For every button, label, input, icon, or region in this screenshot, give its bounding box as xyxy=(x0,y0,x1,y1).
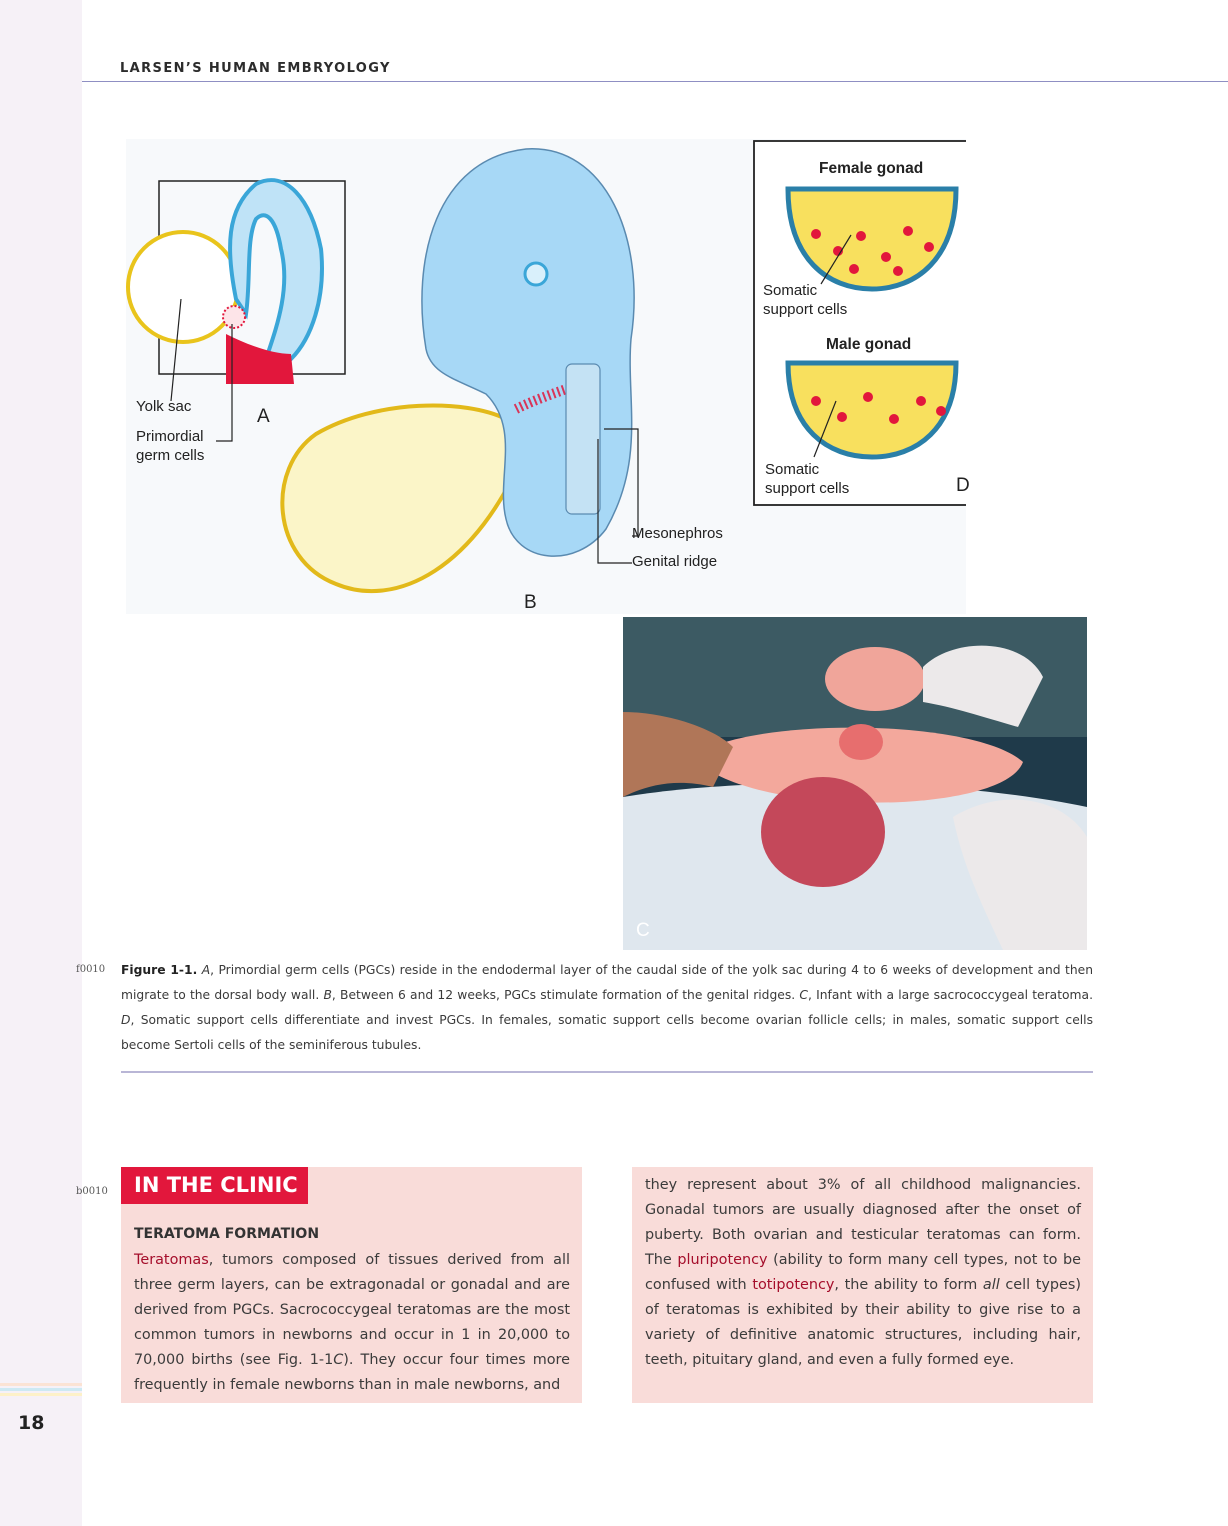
caption-a: A xyxy=(201,963,211,977)
clinic-text-right xyxy=(645,1173,1081,1373)
term-totipotency: totipotency xyxy=(752,1277,835,1293)
clinic-right-s4: cell types) of teratomas is exhibited by their ability to give rise to a variety of definitive anatomic structures, including hair, teeth, pituitary gland, and even a fully formed eye. xyxy=(645,1277,1081,1368)
margin-color-stripes xyxy=(0,1383,82,1398)
panel-letter-a: A xyxy=(257,406,270,427)
caption-p4: , Somatic support cells differentiate and invest PGCs. In females, somatic support cells become ovarian follicle cells; in males, somatic support cells become Sertoli cells of the seminiferous tubules. xyxy=(121,1013,1093,1052)
clinic-left-s2: ). They occur four times more frequently in female newborns than in male newborns, and xyxy=(134,1352,570,1393)
label-yolk-sac: Yolk sac xyxy=(136,398,192,415)
clinic-left-c: C xyxy=(333,1352,344,1368)
page-number: 18 xyxy=(18,1412,45,1434)
clinic-tag: IN THE CLINIC xyxy=(121,1167,308,1204)
clinic-right-em: all xyxy=(982,1277,1000,1293)
label-support-cells-1: support cells xyxy=(763,301,848,318)
clinic-text-left xyxy=(134,1248,570,1398)
figure-caption xyxy=(121,958,1093,1058)
panel-b-genital-ridge xyxy=(566,364,600,514)
clinic-left-s1: , tumors composed of tissues derived from all three germ layers, can be extragonadal or gonadal and are derived from PGCs. Sacrococcygeal teratomas are the most common tumors in newborns and occur in 1 in 20,000 to 70,000 births (see Fig. 1-1 xyxy=(134,1252,570,1368)
panel-letter-b: B xyxy=(524,592,537,613)
embryo-illustration xyxy=(126,139,966,614)
page-margin-strip xyxy=(0,0,82,1526)
caption-b: B xyxy=(323,988,332,1002)
clinic-code: b0010 xyxy=(76,1186,108,1197)
caption-p3: , Infant with a large sacrococcygeal teratoma. xyxy=(807,988,1093,1002)
term-teratomas: Teratomas xyxy=(134,1252,209,1268)
panel-b-eye xyxy=(525,263,547,285)
caption-d: D xyxy=(121,1013,131,1027)
label-support-cells-2: support cells xyxy=(765,480,850,497)
clinic-right-s3: , the ability to form xyxy=(834,1277,983,1293)
caption-p2: , Between 6 and 12 weeks, PGCs stimulate formation of the genital ridges. xyxy=(331,988,800,1002)
photo-infant-body xyxy=(825,647,925,711)
panel-letter-c: C xyxy=(636,920,650,941)
running-head: LARSEN’S HUMAN EMBRYOLOGY xyxy=(120,61,391,76)
panel-letter-d: D xyxy=(956,475,970,496)
panel-a-pgc-cluster xyxy=(223,306,245,328)
figure-code: f0010 xyxy=(76,964,106,975)
panel-a-yolk-sac xyxy=(128,232,238,342)
label-germ-cells: germ cells xyxy=(136,447,205,464)
label-genital-ridge: Genital ridge xyxy=(632,553,718,570)
panel-b-yolk-sac xyxy=(282,405,526,591)
panel-a-embryo xyxy=(230,180,322,359)
term-pluripotency: pluripotency xyxy=(677,1252,768,1268)
label-male-gonad: Male gonad xyxy=(826,336,912,353)
label-mesonephros: Mesonephros xyxy=(632,525,723,542)
header-rule xyxy=(82,81,1228,82)
photo-teratoma-mass xyxy=(761,777,885,887)
label-female-gonad: Female gonad xyxy=(819,160,924,177)
clinic-right-s1: they represent about 3% of all childhood malignancies. Gonadal tumors are usually diagnosed after the onset of puberty. Both ovarian and testicular teratomas can form. The xyxy=(645,1177,1081,1268)
caption-rule xyxy=(121,1071,1093,1073)
label-somatic-2: Somatic xyxy=(765,461,820,478)
label-primordial: Primordial xyxy=(136,428,204,445)
caption-p1: , Primordial germ cells (PGCs) reside in the endodermal layer of the caudal side of the yolk sac during 4 to 6 weeks of development and then migrate to the dorsal body wall. xyxy=(121,963,1093,1002)
caption-title: Figure 1-1. xyxy=(121,963,198,977)
clinic-subhead: TERATOMA FORMATION xyxy=(134,1226,320,1242)
teratoma-photo xyxy=(623,617,1087,950)
label-somatic-1: Somatic xyxy=(763,282,818,299)
clinic-right-s2: (ability to form many cell types, not to be confused with xyxy=(645,1252,1081,1293)
caption-c: C xyxy=(799,988,808,1002)
